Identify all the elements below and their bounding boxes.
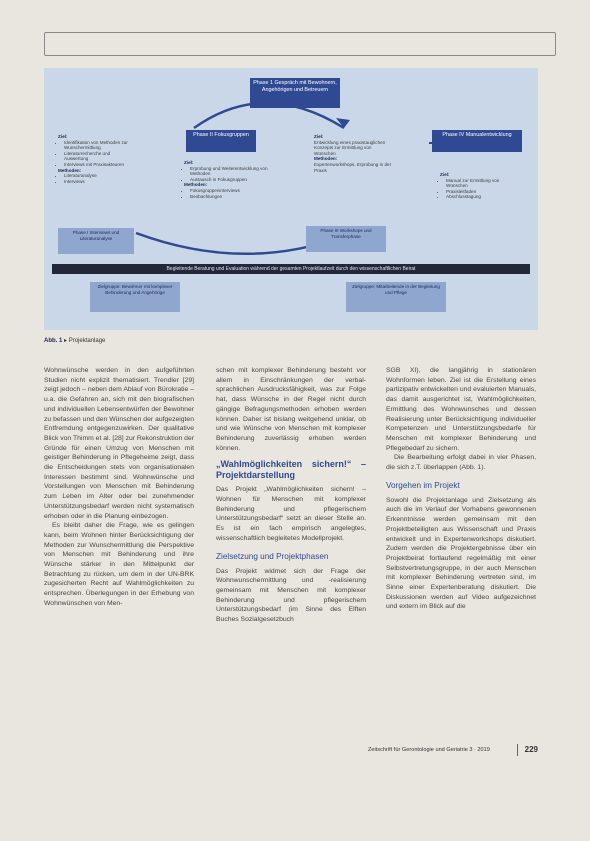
col2-paragraph-3: Das Projekt widmet sich der Frage der Wohnwunschermittlung und -realisierung gemeinsam mit Menschen mit komplexer Behinderung und pflegerischem Unterstützungsbedarf (im Sinne des Elften Buches Sozialgesetzbuch bbox=[216, 567, 366, 624]
subsection-heading-goals: Zielsetzung und Projektphasen bbox=[216, 551, 329, 561]
phase-4-box: Phase IV Manualentwicklung bbox=[432, 130, 522, 152]
phase-2-box: Phase II Fokusgruppen bbox=[186, 130, 256, 152]
center-method-point: • Fokusgruppeninterviews bbox=[190, 188, 270, 194]
left-method-point: • Interviews bbox=[64, 179, 134, 185]
col3-paragraph-3: Sowohl die Projektanlage und Zielsetzung als auch die im Verlauf der Vorhabens gewonnenen Erkenntnisse werden gemeinsam mit den Projektbeteiligten aus Wissenschaft und Praxis entwickelt und in Expertenworkshops diskutiert. Zudem werden die Projektergebnisse über ein Projektbeirat fortlaufend regelmäßig mit einer Selbstvertretungsgruppe, in der auch Menschen mit komplexer Behinderung vertreten sind, im Sinne einer Expertenberatung diskutiert. Die Diskussionen werden auf Video aufgezeichnet und extern im Blick auf die bbox=[386, 496, 536, 611]
footer-divider bbox=[517, 744, 518, 756]
project-figure bbox=[44, 68, 538, 330]
mid-goal-text bbox=[314, 134, 394, 173]
left-goal-point: • Literaturrecherche und Auswertung bbox=[64, 151, 134, 162]
center-goal-text bbox=[184, 160, 270, 199]
target-group-right: Zielgruppe: Mitarbeitende in der Begleitung und Pflege bbox=[346, 282, 446, 312]
center-method-point: • Beobachtungen bbox=[190, 194, 270, 200]
page-number: 229 bbox=[524, 745, 538, 754]
left-goal-point: • Identifikation von Methoden zur Wunschermittlung bbox=[64, 140, 134, 151]
col3-paragraph-1: SGB XI), die langjährig in stationären Wohnformen leben. Ziel ist die Erstellung eines partizipativ entwickelten und evaluierten Manuals, das damit ausgerichtet ist, Wahlmöglichkeiten, Ermittlung des Wohnwunsches und dessen Realisierung unter Berücksichtigung individueller Kompetenzen und Unterstützungsbedarfe für Menschen mit komplexer Behinderung und Pflegebedarf zu sichern. bbox=[386, 367, 536, 452]
col3-paragraph-2: Die Bearbeitung erfolgt dabei in vier Phasen, die sich z.T. überlappen (Abb. 1). bbox=[386, 454, 536, 472]
right-goal-point: • Praxisleitfaden bbox=[446, 189, 520, 195]
caption-label: Abb. 1 bbox=[44, 338, 63, 344]
figure-caption: Abb. 1 ▸ Projektanlage bbox=[44, 338, 106, 344]
right-goal-point: • Abschlusstagung bbox=[446, 194, 520, 200]
col1-paragraph-1: Wohnwünsche werden in den aufgeführten Studien nicht explizit thematisiert. Trendler [29] zeigt jedoch – neben dem Ablauf von Bürokratie – u.a. die Gefahren an, sich mit den biografischen und individuellen Lebensentwürfen der Bewohner zu befassen und den Wünschen der aufgezeigten Entfremdung entgegenzuwirken. Der qualitative Blick von Thimm et al. [28] zur Rekonstruktion der Gründe für einen Umzug von Menschen mit geistiger Behinderung in Pflegeheime zeigt, dass die Entscheidungen stets von organisationalen Interessen bestimmt sind. Wohnwünsche und Vorstellungen von Menschen mit Behinderung zum Leben im Alter oder bei zunehmender Unterstützungsbedarf werden nicht systematisch erhoben oder in die Planung einbezogen. bbox=[44, 367, 195, 520]
evaluation-bar: Begleitende Beratung und Evaluation während der gesamten Projektlaufzeit durch den wissenschaftlichen Beirat bbox=[52, 264, 530, 274]
center-method-label: Methoden: bbox=[184, 182, 208, 188]
right-goal-label: Ziel: bbox=[440, 172, 450, 177]
left-method-label: Methoden: bbox=[58, 167, 82, 173]
mid-method-label: Methoden: bbox=[314, 156, 338, 162]
right-goal-point: • Manual zur Ermittlung von Wünschen bbox=[446, 178, 520, 189]
phase-top-box: Phase 1 Gespräch mit Bewohnern, Angehörigen und Betreuern bbox=[250, 78, 340, 108]
mid-method-description: Expertenworkshops, Erprobung in der Praxis bbox=[314, 161, 392, 173]
center-goal-label: Ziel: bbox=[184, 160, 194, 165]
col2-paragraph-2: Das Projekt „Wahlmöglichkeiten sichern! – Wohnen für Menschen mit komplexer Behinderung und pflegerischem Unterstützungsbedarf“ setzt an dieser Stelle an. Es ist ein fach empirisch angelegtes, wissenschaftlich begleitetes Modellprojekt. bbox=[216, 486, 366, 542]
caption-text: Projektanlage bbox=[68, 338, 106, 344]
text-column-1 bbox=[44, 366, 194, 609]
left-goal-label: Ziel: bbox=[58, 134, 68, 139]
journal-name: Zeitschrift für Gerontologie und Geriatrie 3 · 2019 bbox=[368, 747, 490, 753]
left-goal-text bbox=[58, 134, 134, 184]
phase-3-box: Phase III Workshops und Transferphase bbox=[306, 226, 386, 252]
col2-paragraph-1: schen mit komplexer Behinderung besteht vor allem in Einschränkungen der verbal-sprachlichen Ausdrucksfähigkeit, was zur Folge hat, dass Wünsche in der Regel nicht durch gängige Befragungsmethoden erhoben werden können. Daher ist bislang weitgehend unklar, ob und wie Wünsche von Menschen mit komplexer Behinderung zuverlässig erhoben werden können. bbox=[216, 367, 366, 452]
header-frame bbox=[44, 32, 556, 56]
col1-paragraph-2: Es bleibt daher die Frage, wie es gelingen kann, beim Wohnen hinter Berücksichtigung der Methoden zur Wunschermittlung die Perspektive von Menschen mit Behinderung und ihre Wünsche stärker in den Mittelpunkt der Betrachtung zu rücken, um dem in der UN-BRK zugesicherten Recht auf Wahlmöglichkeiten zu entsprechen. Überlegungen in der Erhebung von Wohnwünschen von Men- bbox=[44, 522, 194, 607]
text-column-2 bbox=[216, 366, 366, 625]
left-goal-point: • Interviews mit Praxisakteuren bbox=[64, 162, 134, 168]
right-goal-text bbox=[440, 172, 520, 200]
target-group-left: Zielgruppe: Bewohner mit komplexer Behinderung und Angehörige bbox=[90, 282, 180, 312]
mid-goal-description: Entwicklung eines praxistauglichen Konzepts zur Ermittlung von Wünschen bbox=[314, 139, 386, 156]
phase-1-box: Phase I Interviews und Literaturanalyse bbox=[58, 228, 134, 254]
text-column-3 bbox=[386, 366, 536, 612]
center-goal-point: • Erprobung und Weiterentwicklung von Methoden bbox=[190, 166, 270, 177]
section-heading-project: „Wahlmöglichkeiten sichern!“ – Projektdarstellung bbox=[216, 459, 366, 480]
mid-goal-label: Ziel: bbox=[314, 134, 324, 139]
subsection-heading-procedure: Vorgehen im Projekt bbox=[386, 480, 460, 490]
center-goal-point: • Austausch in Fokusgruppen bbox=[190, 177, 270, 183]
page-footer bbox=[368, 747, 538, 753]
left-method-point: • Literaturanalyse bbox=[64, 173, 134, 179]
